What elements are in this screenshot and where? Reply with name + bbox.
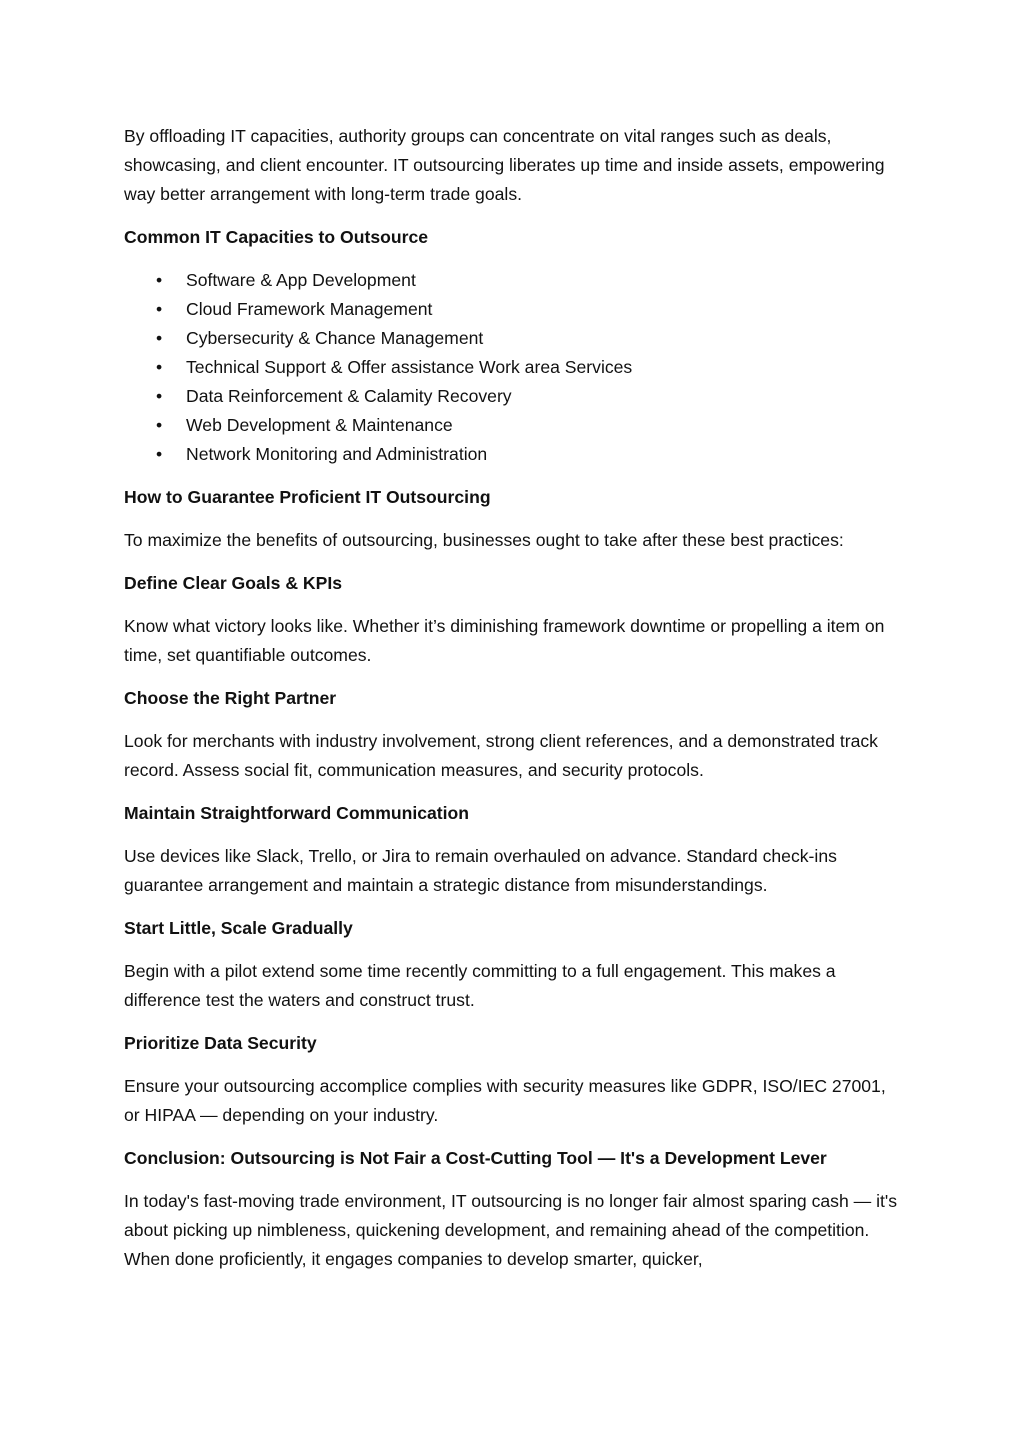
practice-heading: Maintain Straightforward Communication (124, 803, 470, 823)
bullet-icon: • (156, 386, 163, 406)
list-item (124, 382, 904, 411)
conclusion-body: In today's fast-moving trade environment, IT outsourcing is no longer fair almost sparing cash — it's about picking up nimbleness, quickening development, and remaining ahead of the competition. When done proficiently, it engages companies to develop smarter, quicker, (124, 1191, 898, 1269)
list-item-text: Technical Support & Offer assistance Work area Services (186, 357, 633, 377)
intro-paragraph: By offloading IT capacities, authority groups can concentrate on vital ranges such as deals, showcasing, and client encounter. IT outsourcing liberates up time and inside assets, empowering way better arrangement with long-term trade goals. (124, 126, 885, 204)
list-item-text: Software & App Development (186, 270, 416, 290)
list-item (124, 266, 904, 295)
list-item-text: Cloud Framework Management (186, 299, 433, 319)
capacities-heading: Common IT Capacities to Outsource (124, 227, 429, 247)
list-item (124, 440, 904, 469)
bullet-icon: • (156, 328, 163, 348)
practice-heading: Start Little, Scale Gradually (124, 918, 353, 938)
practice-body: Know what victory looks like. Whether it’s diminishing framework downtime or propelling a item on time, set quantifiable outcomes. (124, 616, 885, 665)
practice-heading: Define Clear Goals & KPIs (124, 573, 343, 593)
list-item-text: Web Development & Maintenance (186, 415, 453, 435)
bullet-icon: • (156, 270, 163, 290)
list-item-text: Data Reinforcement & Calamity Recovery (186, 386, 512, 406)
bullet-icon: • (156, 299, 163, 319)
bullet-icon: • (156, 415, 163, 435)
bullet-icon: • (156, 357, 163, 377)
list-item (124, 353, 904, 382)
list-item-text: Cybersecurity & Chance Management (186, 328, 484, 348)
practice-body: Use devices like Slack, Trello, or Jira to remain overhauled on advance. Standard check-ins guarantee arrangement and maintain a strategic distance from misunderstandings. (124, 846, 837, 895)
list-item-text: Network Monitoring and Administration (186, 444, 488, 464)
practice-body: Ensure your outsourcing accomplice complies with security measures like GDPR, ISO/IEC 27001, or HIPAA — depending on your industry. (124, 1076, 886, 1125)
list-item (124, 295, 904, 324)
list-item (124, 324, 904, 353)
guarantee-intro: To maximize the benefits of outsourcing, businesses ought to take after these best practices: (124, 530, 844, 550)
document-page (124, 122, 904, 1288)
guarantee-heading: How to Guarantee Proficient IT Outsourcing (124, 487, 491, 507)
practice-body: Begin with a pilot extend some time recently committing to a full engagement. This makes a difference test the waters and construct trust. (124, 961, 836, 1010)
practice-heading: Prioritize Data Security (124, 1033, 317, 1053)
practice-body: Look for merchants with industry involvement, strong client references, and a demonstrated track record. Assess social fit, communication measures, and security protocols. (124, 731, 878, 780)
conclusion-heading: Conclusion: Outsourcing is Not Fair a Cost-Cutting Tool — It's a Development Lever (124, 1148, 827, 1168)
practice-heading: Choose the Right Partner (124, 688, 337, 708)
capacities-list (124, 266, 904, 469)
list-item (124, 411, 904, 440)
bullet-icon: • (156, 444, 163, 464)
